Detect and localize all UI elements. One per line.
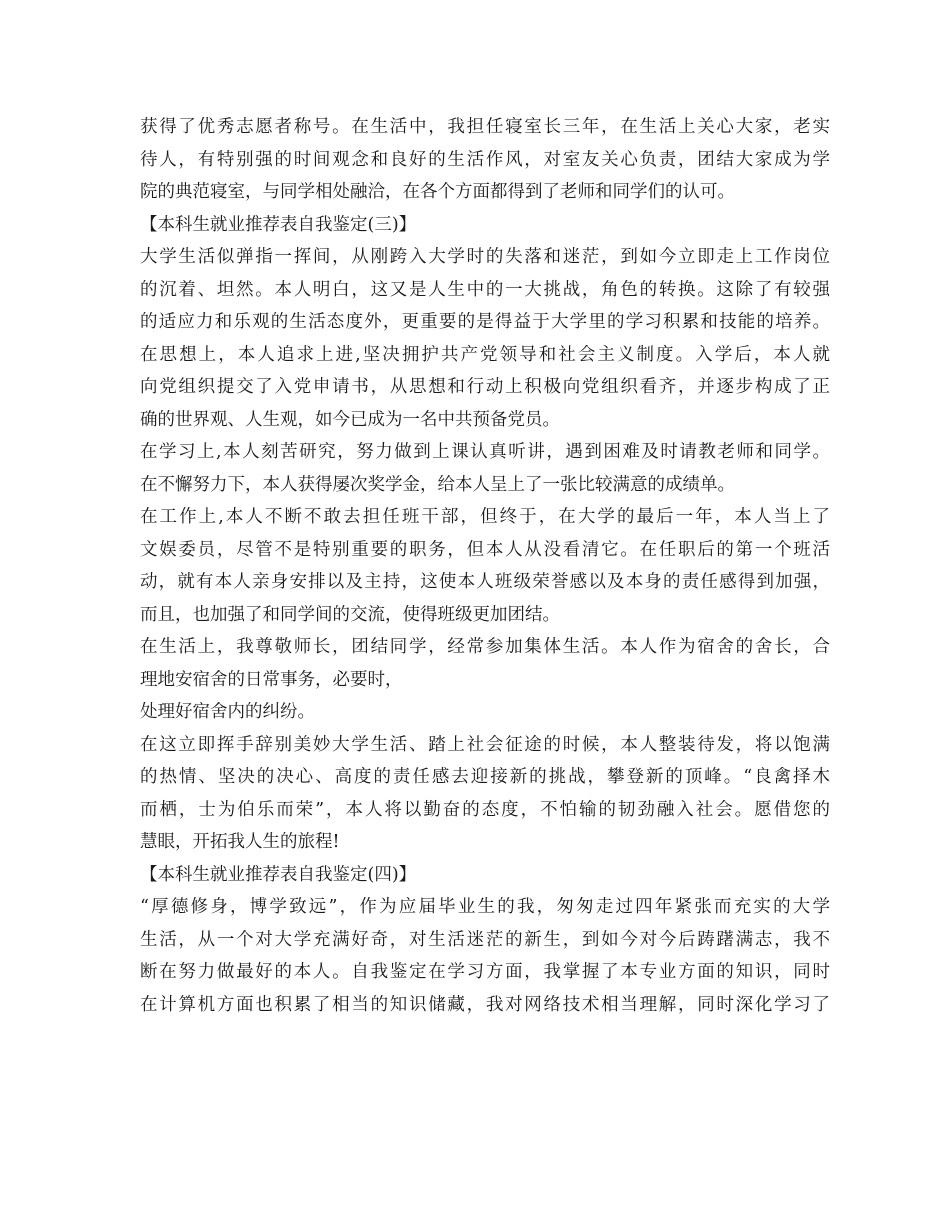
document-body [140,111,830,1021]
body-line: 在生活上，我尊敬师长，团结同学，经常参加集体生活。本人作为宿舍的舍长，合 [140,637,830,657]
body-line: 慧眼，开拓我人生的旅程! [140,832,340,852]
body-line: 在学习上,本人刻苦研究，努力做到上课认真听讲，遇到困难及时请教老师和同学。 [140,442,830,462]
body-line: 在不懈努力下，本人获得屡次奖学金，给本人呈上了一张比较满意的成绩单。 [140,474,735,495]
body-line: 在工作上,本人不断不敢去担任班干部，但终于，在大学的最后一年，本人当上了 [140,507,830,527]
body-line: 的沉着、坦然。本人明白，这又是人生中的一大挑战，角色的转换。这除了有较强 [140,279,830,300]
body-line: 在计算机方面也积累了相当的知识储藏，我对网络技术相当理解，同时深化学习了 [140,994,830,1015]
body-line: 在思想上，本人追求上进,坚决拥护共产党领导和社会主义制度。入学后，本人就 [140,344,830,365]
body-line: 获得了优秀志愿者称号。在生活中，我担任寝室长三年，在生活上关心大家，老实 [140,117,830,137]
body-line: 院的典范寝室，与同学相处融洽，在各个方面都得到了老师和同学们的认可。 [140,182,735,202]
section-heading: 【本科生就业推荐表自我鉴定(四)】 [140,864,417,885]
body-line: 而且，也加强了和同学间的交流，使得班级更加团结。 [140,604,560,625]
body-line: 的热情、坚决的决心、高度的责任感去迎接新的挑战，攀登新的顶峰。“良禽择木 [140,767,830,787]
section-heading: 【本科生就业推荐表自我鉴定(三)】 [140,214,417,235]
body-line: 断在努力做最好的本人。自我鉴定在学习方面，我掌握了本专业方面的知识，同时 [140,962,830,982]
body-line: 理地安宿舍的日常事务，必要时， [140,669,403,690]
body-line: 而栖，士为伯乐而荣”，本人将以勤奋的态度，不怕输的韧劲融入社会。愿借您的 [140,799,830,820]
body-line: 大学生活似弹指一挥间，从刚跨入大学时的失落和迷茫，到如今立即走上工作岗位 [140,247,830,267]
body-line: 处理好宿舍内的纠纷。 [140,702,315,722]
body-line: 待人，有特别强的时间观念和良好的生活作风，对室友关心负责，团结大家成为学 [140,149,830,170]
body-line: “厚德修身，博学致远”，作为应届毕业生的我，匆匆走过四年紧张而充实的大学 [140,897,830,917]
body-line: 文娱委员，尽管不是特别重要的职务，但本人从没看清它。在任职后的第一个班活 [140,539,830,560]
body-line: 生活，从一个对大学充满好奇，对生活迷茫的新生，到如今对今后踌躇满志，我不 [140,929,830,950]
body-line: 向党组织提交了入党申请书，从思想和行动上积极向党组织看齐，并逐步构成了正 [140,377,830,397]
body-line: 的适应力和乐观的生活态度外，更重要的是得益于大学里的学习积累和技能的培养。 [140,312,830,332]
body-line: 确的世界观、人生观，如今已成为一名中共预备党员。 [140,409,560,430]
body-line: 在这立即挥手辞别美妙大学生活、踏上社会征途的时候，本人整装待发，将以饱满 [140,734,830,755]
body-line: 动，就有本人亲身安排以及主持，这使本人班级荣誉感以及本身的责任感得到加强， [140,572,830,592]
